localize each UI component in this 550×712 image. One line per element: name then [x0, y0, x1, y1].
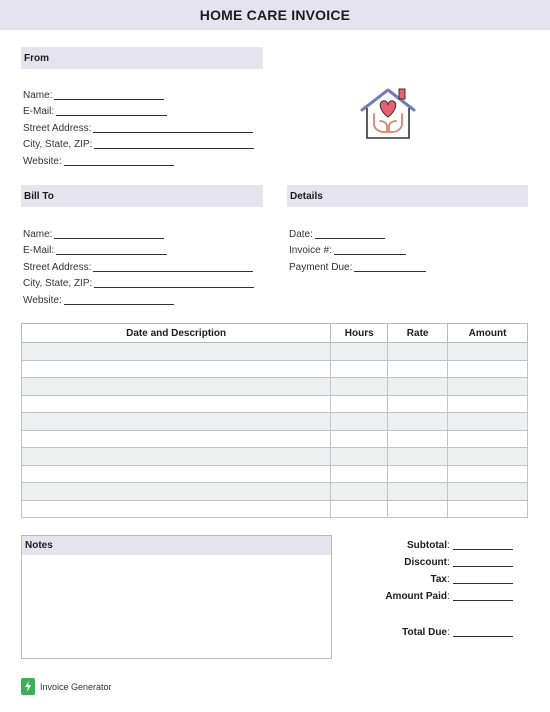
bill-to-name-field[interactable]: Name: — [23, 223, 254, 240]
amount-paid-row[interactable]: Amount Paid : — [340, 588, 520, 602]
bill-to-street-field[interactable]: Street Address: — [23, 256, 254, 273]
table-cell[interactable] — [448, 378, 528, 396]
subtotal-row[interactable]: Subtotal : — [340, 537, 520, 551]
table-cell[interactable] — [331, 483, 388, 501]
from-heading: From — [21, 47, 263, 69]
table-cell[interactable] — [331, 448, 388, 466]
table-cell[interactable] — [331, 413, 388, 431]
table-cell[interactable] — [22, 483, 331, 501]
col-date-description: Date and Description — [22, 324, 331, 343]
bill-to-email-field[interactable]: E-Mail: — [23, 240, 254, 257]
table-cell[interactable] — [448, 360, 528, 378]
table-cell[interactable] — [448, 343, 528, 361]
table-cell[interactable] — [388, 483, 448, 501]
table-cell[interactable] — [388, 395, 448, 413]
table-header-row — [22, 324, 528, 343]
table-row[interactable] — [22, 395, 528, 413]
table-cell[interactable] — [331, 343, 388, 361]
table-row[interactable] — [22, 378, 528, 396]
table-row[interactable] — [22, 483, 528, 501]
from-city-field[interactable]: City, State, ZIP: — [23, 134, 254, 151]
from-email-field[interactable]: E-Mail: — [23, 101, 254, 118]
table-cell[interactable] — [22, 413, 331, 431]
bill-to-city-field[interactable]: City, State, ZIP: — [23, 273, 254, 290]
house-heart-hands-icon — [358, 86, 418, 142]
table-row[interactable] — [22, 360, 528, 378]
table-cell[interactable] — [448, 500, 528, 518]
table-cell[interactable] — [22, 465, 331, 483]
invoice-title-bar — [0, 0, 550, 30]
table-cell[interactable] — [448, 430, 528, 448]
brand-footer — [21, 678, 112, 695]
bill-to-website-field[interactable]: Website: — [23, 289, 254, 306]
discount-row[interactable]: Discount : — [340, 554, 520, 568]
table-cell[interactable] — [22, 430, 331, 448]
lightning-bolt-icon — [21, 678, 35, 695]
table-cell[interactable] — [448, 413, 528, 431]
from-street-field[interactable]: Street Address: — [23, 117, 254, 134]
details-fields — [289, 223, 426, 273]
table-cell[interactable] — [331, 378, 388, 396]
col-rate: Rate — [388, 324, 448, 343]
from-website-field[interactable]: Website: — [23, 150, 254, 167]
notes-box[interactable] — [21, 535, 332, 659]
table-cell[interactable] — [448, 465, 528, 483]
table-cell[interactable] — [331, 500, 388, 518]
bill-to-fields — [23, 223, 254, 306]
table-cell[interactable] — [22, 343, 331, 361]
invoice-title: HOME CARE INVOICE — [199, 7, 351, 23]
table-cell[interactable] — [22, 500, 331, 518]
table-cell[interactable] — [388, 413, 448, 431]
details-payment-due-field[interactable]: Payment Due: — [289, 256, 426, 273]
details-date-field[interactable]: Date: — [289, 223, 426, 240]
from-fields — [23, 84, 254, 167]
table-cell[interactable] — [388, 430, 448, 448]
table-cell[interactable] — [22, 395, 331, 413]
table-cell[interactable] — [388, 360, 448, 378]
table-cell[interactable] — [388, 448, 448, 466]
table-cell[interactable] — [331, 395, 388, 413]
brand-name: Invoice Generator — [40, 681, 112, 692]
line-items-table — [21, 323, 528, 518]
table-cell[interactable] — [448, 483, 528, 501]
table-cell[interactable] — [388, 378, 448, 396]
notes-heading: Notes — [22, 536, 331, 555]
table-cell[interactable] — [22, 448, 331, 466]
tax-row[interactable]: Tax : — [340, 571, 520, 585]
table-cell[interactable] — [388, 500, 448, 518]
total-due-row[interactable]: Total Due : — [340, 624, 520, 638]
bill-to-heading: Bill To — [21, 185, 263, 207]
table-cell[interactable] — [331, 360, 388, 378]
col-hours: Hours — [331, 324, 388, 343]
table-row[interactable] — [22, 465, 528, 483]
table-row[interactable] — [22, 430, 528, 448]
details-heading: Details — [287, 185, 528, 207]
col-amount: Amount — [448, 324, 528, 343]
table-cell[interactable] — [388, 465, 448, 483]
table-row[interactable] — [22, 448, 528, 466]
from-name-field[interactable]: Name: — [23, 84, 254, 101]
table-cell[interactable] — [448, 448, 528, 466]
table-row[interactable] — [22, 343, 528, 361]
table-cell[interactable] — [448, 395, 528, 413]
details-invoice-number-field[interactable]: Invoice #: — [289, 240, 426, 257]
table-cell[interactable] — [22, 378, 331, 396]
table-cell[interactable] — [331, 465, 388, 483]
table-cell[interactable] — [388, 343, 448, 361]
table-row[interactable] — [22, 413, 528, 431]
table-cell[interactable] — [22, 360, 331, 378]
table-row[interactable] — [22, 500, 528, 518]
table-cell[interactable] — [331, 430, 388, 448]
